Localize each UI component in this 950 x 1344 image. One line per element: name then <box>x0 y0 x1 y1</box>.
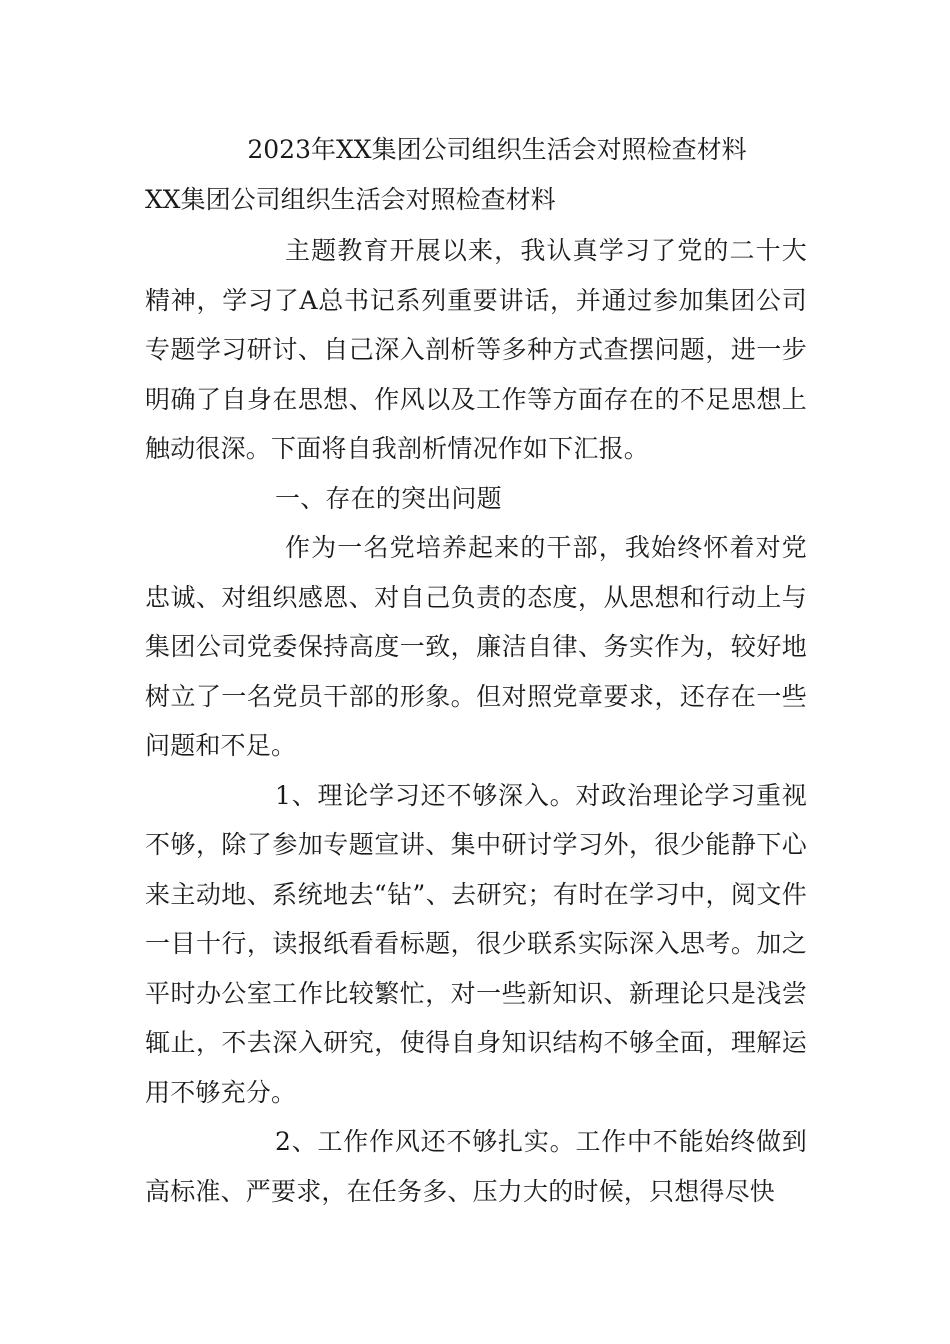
paragraph-overview: 作为一名党培养起来的干部，我始终怀着对党忠诚、对组织感恩、对自己负责的态度，从思想和行动上与集团公司党委保持高度一致，廉洁自律、务实作为，较好地树立了一名党员干部的形象。但对照党章要求，还存在一些问题和不足。 <box>145 533 807 760</box>
document-title: 2023年XX集团公司组织生活会对照检查材料 <box>247 135 747 164</box>
paragraph-intro: 主题教育开展以来，我认真学习了党的二十大精神，学习了A总书记系列重要讲话，并通过参加集团公司专题学习研讨、自己深入剖析等多种方式查摆问题，进一步明确了自身在思想、作风以及工作等方面存在的不足思想上触动很深。下面将自我剖析情况作如下汇报。 <box>145 236 807 463</box>
paragraph-point-1: 1、理论学习还不够深入。对政治理论学习重视不够，除了参加专题宣讲、集中研讨学习外，很少能静下心来主动地、系统地去“钻”、去研究；有时在学习中，阅文件一目十行，读报纸看看标题，很少联系实际深入思考。加之平时办公室工作比较繁忙，对一些新知识、新理论只是浅尝辄止，不去深入研究，使得自身知识结构不够全面，理解运用不够充分。 <box>145 780 807 1107</box>
section-heading-problems: 一、存在的突出问题 <box>275 483 502 513</box>
document-body <box>145 226 807 1216</box>
paragraph-point-2: 2、工作作风还不够扎实。工作中不能始终做到高标准、严要求，在任务多、压力大的时候，只想得尽快 <box>145 1127 807 1206</box>
document-subtitle: XX集团公司组织生活会对照检查材料 <box>145 185 556 214</box>
